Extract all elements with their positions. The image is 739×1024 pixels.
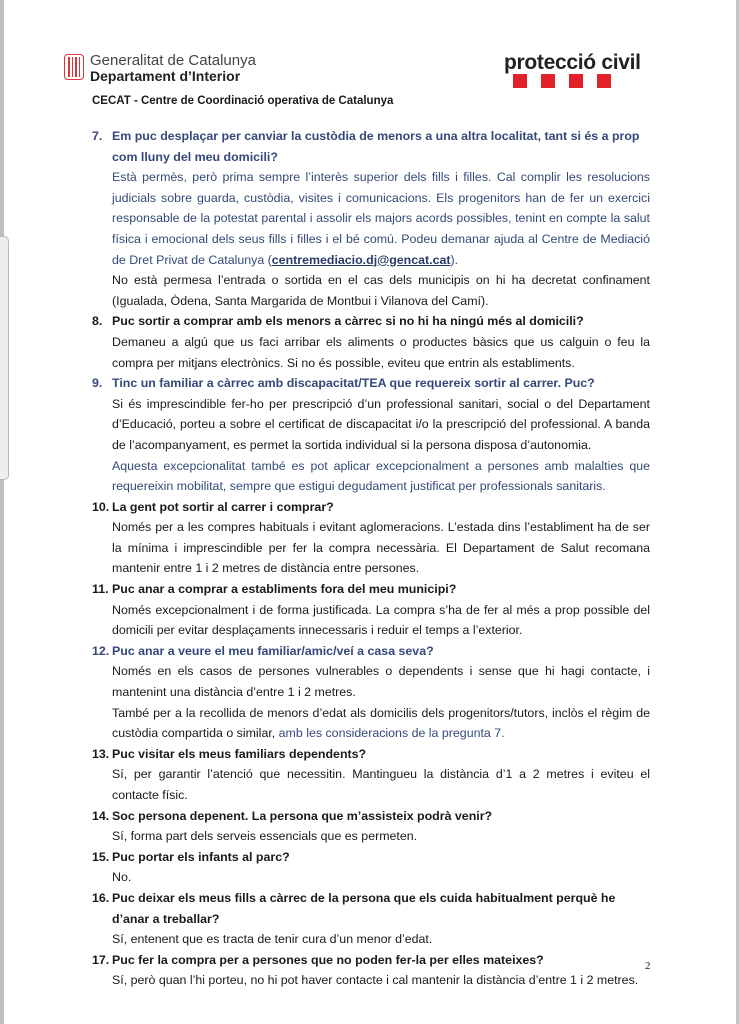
side-panel-handle[interactable] bbox=[0, 236, 9, 480]
faq-answer-16: Sí, entenent que es tracta de tenir cura d’un menor d’edat. bbox=[112, 932, 433, 947]
faq-answer-15: No. bbox=[112, 870, 132, 885]
faq-answer-9-note: Aquesta excepcionalitat també es pot aplicar excepcionalment a persones amb malalties que requereixin mobilitat, sempre que estigui degudament justificat per professionals sanitaris. bbox=[112, 458, 650, 494]
faq-answer-13: Sí, per garantir l’atenció que necessitin. Mantingueu la distància d’1 a 2 metres i eviteu el contacte físic. bbox=[112, 767, 650, 802]
cecat-subtitle: CECAT - Centre de Coordinació operativa de Catalunya bbox=[92, 95, 394, 107]
faq-question-9: 9. Tinc un familiar a càrrec amb discapacitat/TEA que requereix sortir al carrer. Puc? bbox=[92, 376, 595, 391]
faq-answer-7: Està permès, però prima sempre l’interès superior dels fills i filles. Cal complir les resolucions judicials sobre guarda, custòdia, visites i comunicacions. Els progenitors han de fer un exercici responsable de la potestat parental i assolir els majors acords possibles, tenint en compte la salut física i emocional dels seus fills i filles i el bé comú. Podeu demanar ajuda al Centre de Mediació de Dret Privat de Catalunya (centremediacio.dj@gencat.cat). bbox=[112, 170, 650, 267]
page-number: 2 bbox=[645, 960, 651, 972]
faq-answer-8: Demaneu a algú que us faci arribar els aliments o productes bàsics que us calguin o feu la compra per mitjans electrònics. Si no és possible, eviteu que entrin als establiments. bbox=[112, 334, 650, 370]
generalitat-name: Generalitat de Catalunya bbox=[90, 52, 256, 69]
page-header bbox=[0, 0, 739, 110]
faq-answer-7-note: No està permesa l’entrada o sortida en el cas dels municipis on hi ha decretat confinament (Igualada, Òdena, Santa Margarida de Montbui i Vilanova del Camí). bbox=[112, 273, 650, 308]
faq-question-10: 10. La gent pot sortir al carrer i comprar? bbox=[92, 499, 334, 514]
mediation-email-link[interactable]: centremediacio.dj@gencat.cat bbox=[271, 252, 451, 267]
faq-question-11: 11. Puc anar a comprar a establiments fora del meu municipi? bbox=[92, 582, 457, 597]
faq-answer-9: Si és imprescindible fer-ho per prescripció d’un professional sanitari, social o del Departament d’Educació, porteu a sobre el certificat de discapacitat i/o la prescripció del professional. A banda de l’acompanyament, es permet la sortida individual si la persona disposa d’autonomia. bbox=[112, 396, 650, 452]
faq-list bbox=[92, 126, 650, 991]
proteccio-civil-squares-icon bbox=[513, 74, 611, 88]
faq-answer-11: Només excepcionalment i de forma justificada. La compra s’ha de fer al més a prop possible del domicili per evitar desplaçaments innecessaris i reduir el temps a l’exterior. bbox=[112, 602, 650, 638]
faq-answer-17: Sí, però quan l’hi porteu, no hi pot haver contacte i cal mantenir la distància d’entre 1 i 2 metres. bbox=[112, 973, 639, 988]
faq-question-15: 15. Puc portar els infants al parc? bbox=[92, 849, 290, 864]
generalitat-logo-icon bbox=[64, 54, 84, 80]
proteccio-civil-logo: protecció civil bbox=[504, 51, 641, 74]
faq-answer-12-note: També per a la recollida de menors d’edat als domicilis dels progenitors/tutors, inclòs el règim de custòdia compartida o similar, amb les consideracions de la pregunta 7. bbox=[112, 705, 650, 741]
faq-answer-10: Només per a les compres habituals i evitant aglomeracions. L’estada dins l’establiment ha de ser la mínima i imprescindible per fer la compra necessària. El Departament de Salut recomana mantenir entre 1 i 2 metres de distància entre persones. bbox=[112, 520, 650, 576]
faq-answer-12: Només en els casos de persones vulnerables o dependents i sense que hi hagi contacte, i mantenint una distància d’entre 1 i 2 metres. bbox=[112, 664, 650, 700]
faq-question-14: 14. Soc persona depenent. La persona que m’assisteix podrà venir? bbox=[92, 808, 493, 823]
faq-question-17: 17. Puc fer la compra per a persones que no poden fer-la per elles mateixes? bbox=[92, 952, 544, 967]
faq-answer-14: Sí, forma part dels serveis essencials que es permeten. bbox=[112, 829, 418, 844]
faq-question-7: 7. Em puc desplaçar per canviar la custòdia de menors a una altra localitat, tant si és a prop com lluny del meu domicili? bbox=[92, 129, 640, 164]
department-name: Departament d’Interior bbox=[90, 68, 241, 84]
faq-question-8: 8. Puc sortir a comprar amb els menors a càrrec si no hi ha ningú més al domicili? bbox=[92, 314, 584, 329]
viewer-left-edge bbox=[0, 0, 4, 1024]
faq-question-12: 12. Puc anar a veure el meu familiar/amic/veí a casa seva? bbox=[92, 643, 434, 658]
faq-question-16: 16. Puc deixar els meus fills a càrrec de la persona que els cuida habitualment perquè he d’anar a treballar? bbox=[92, 890, 616, 926]
faq-question-13: 13. Puc visitar els meus familiars dependents? bbox=[92, 746, 367, 761]
